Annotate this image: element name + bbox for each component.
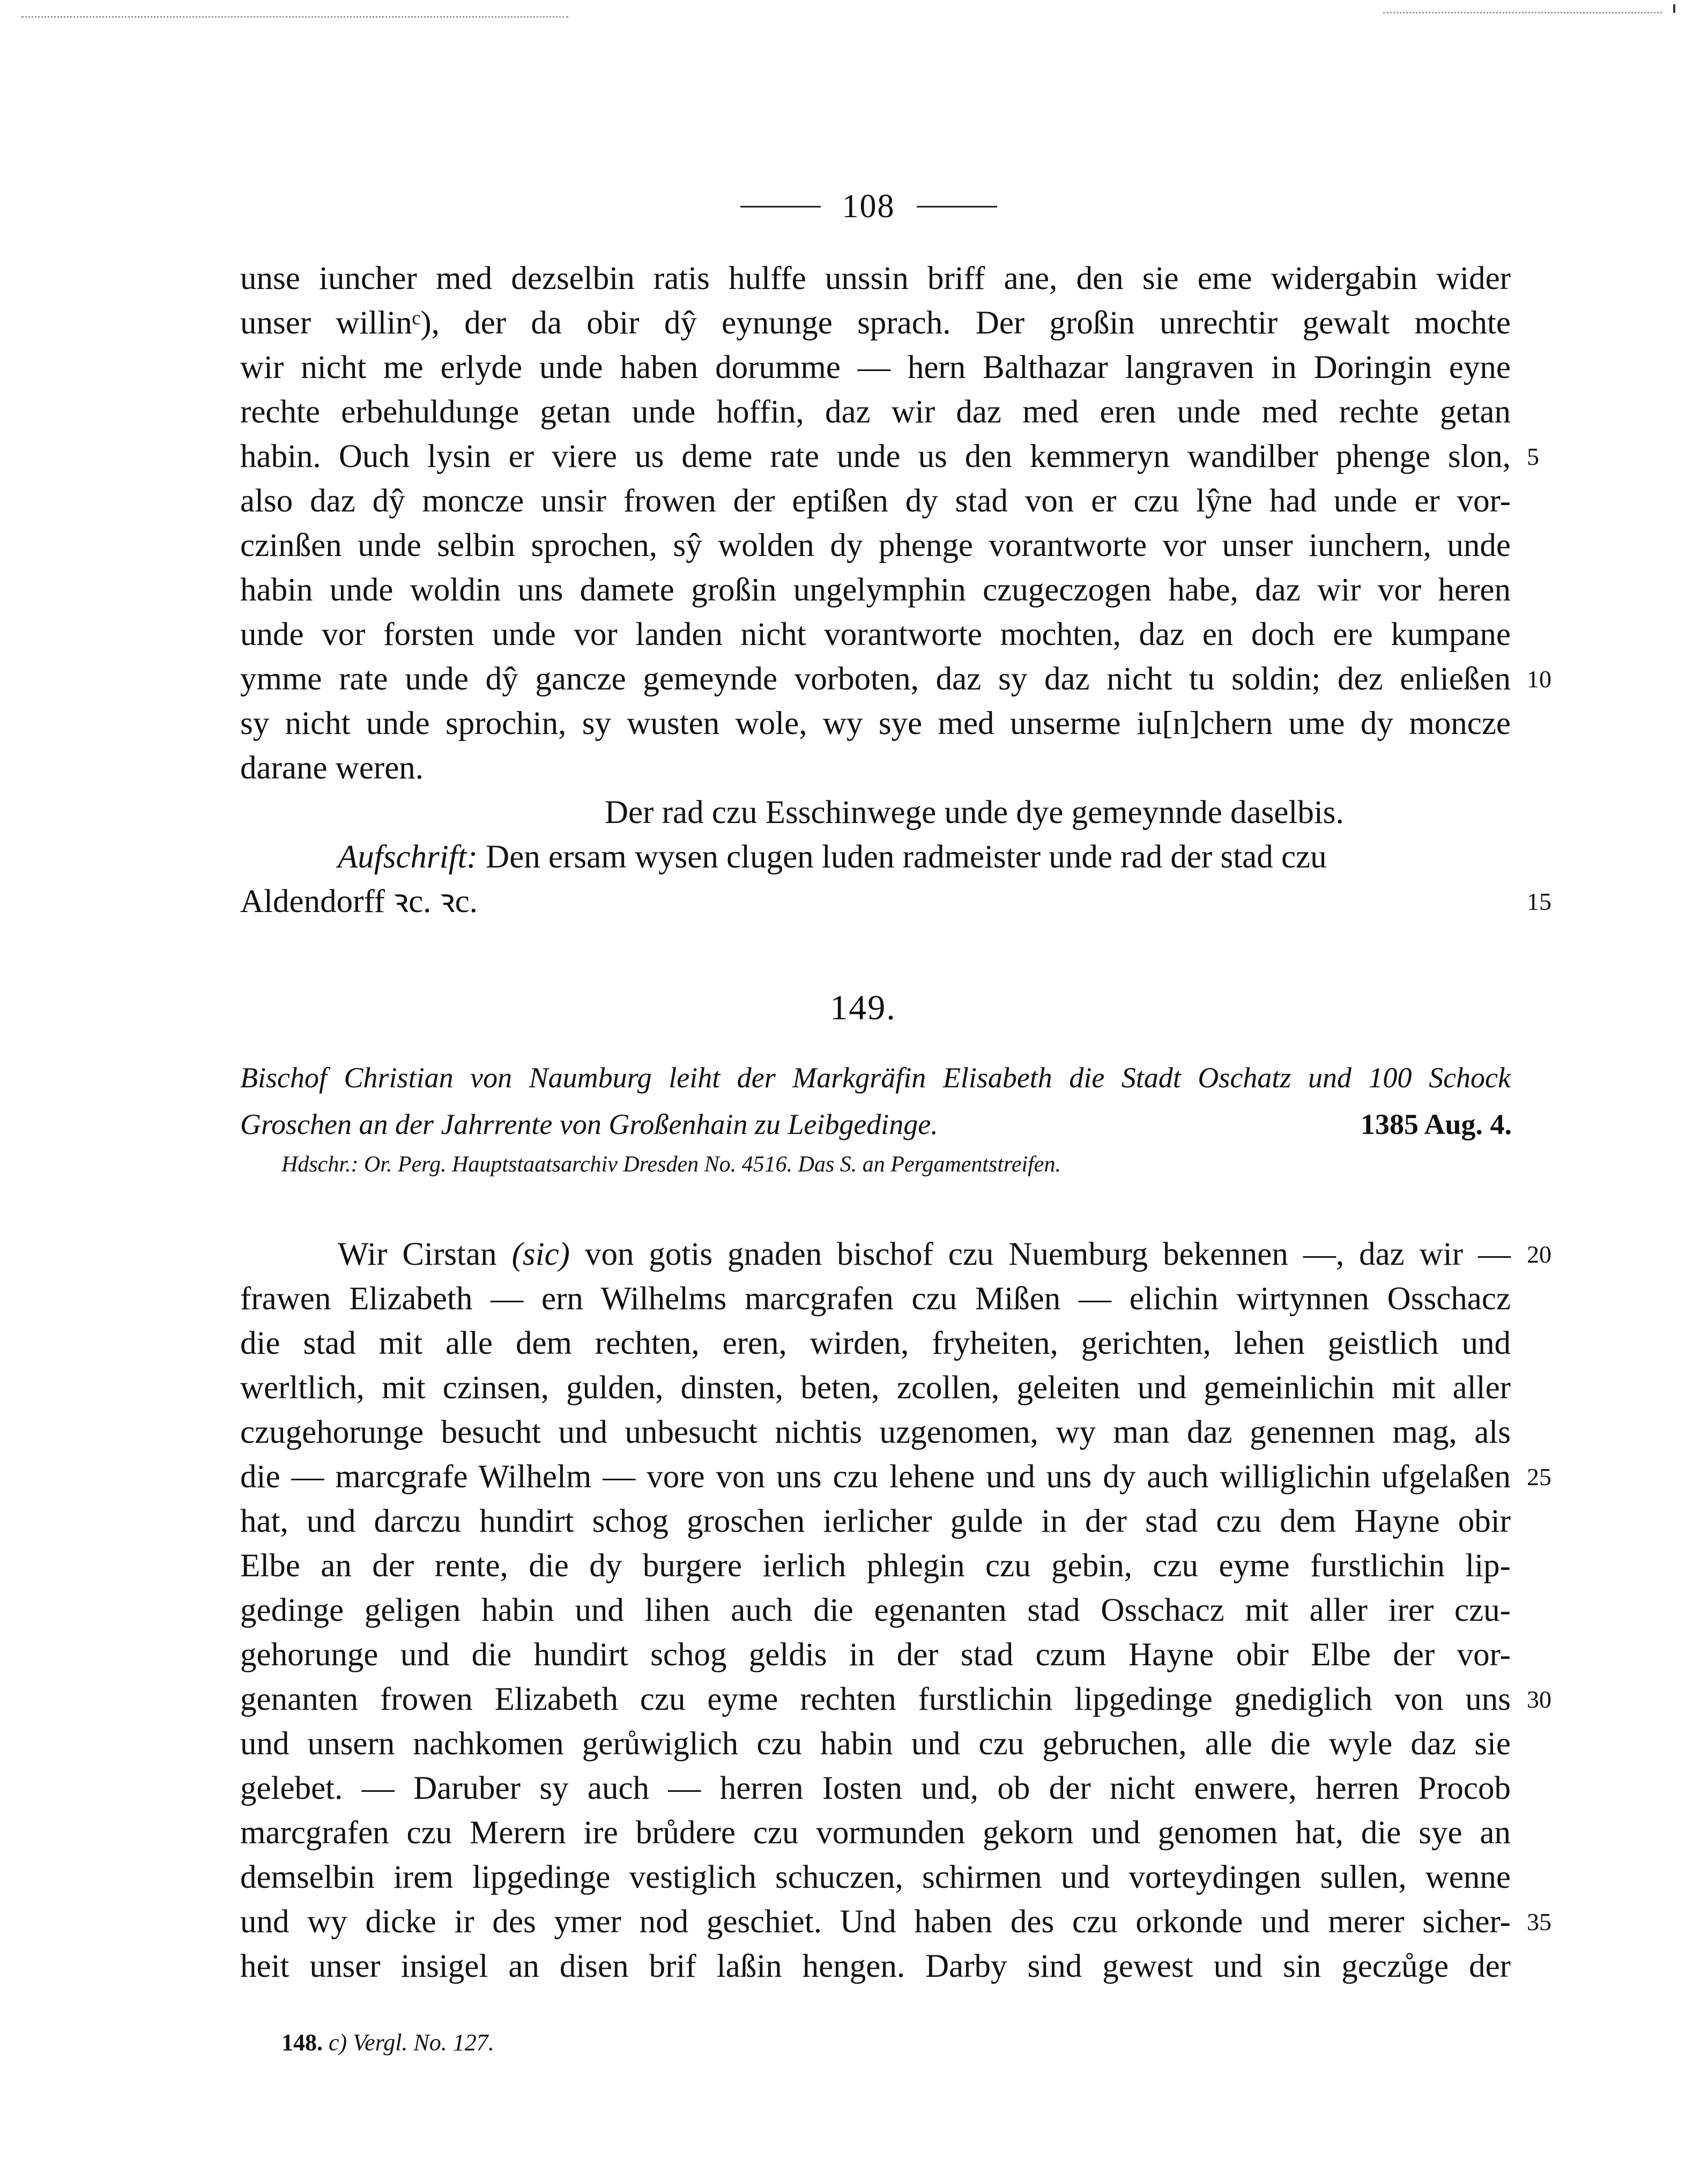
regest-line: Bischof Christian von Naumburg leiht der Markgräfin Elisabeth die Stadt Oschatz und 100 Schock: [240, 1062, 1511, 1094]
text-line: frawen Elizabeth — ern Wilhelms marcgrafen czu Mißen — elichin wirtynnen Osschacz: [240, 1281, 1511, 1317]
header-dash: [917, 206, 997, 207]
text-line: die stad mit alle dem rechten, eren, wirden, fryheiten, gerichten, lehen geistlich und: [240, 1325, 1511, 1361]
footnote: [281, 2027, 925, 2059]
text-line: heit unser insigel an disen brif laßin hengen. Darby sind gewest und sin geczůge der: [240, 1948, 1511, 1984]
footnote-ref: 148.: [281, 2029, 323, 2056]
page-number: 108: [842, 188, 895, 225]
source-note: Hdschr.: Or. Perg. Hauptstaatsarchiv Dresden No. 4516. Das S. an Pergamentstreifen.: [281, 1152, 1061, 1177]
line-number: 35: [1527, 1908, 1551, 1936]
scan-edge-mark: [1673, 4, 1675, 13]
text-fragment: Wir Cirstan: [338, 1236, 497, 1272]
sic-mark: (sic): [511, 1236, 570, 1272]
regest-line: Groschen an der Jahrrente von Großenhain zu Leibgedinge.: [240, 1108, 938, 1140]
header-dash: [740, 206, 821, 207]
footnote-text: c) Vergl. No. 127.: [329, 2029, 494, 2056]
address-line: [338, 836, 1511, 879]
text-line: unde vor forsten unde vor landen nicht vorantworte mochten, daz en doch ere kumpane: [240, 617, 1511, 652]
text-line: czinßen unde selbin sprochen, sŷ wolden dy phenge vorantworte vor unser iunchern, unde: [240, 528, 1511, 563]
text-line: wir nicht me erlyde unde haben dorumme — hern Balthazar langraven in Doringin eyne: [240, 350, 1511, 385]
text-line: gelebet. — Daruber sy auch — herren Iosten und, ob der nicht enwere, herren Procob: [240, 1770, 1511, 1806]
line-number: 10: [1527, 665, 1551, 693]
text-line: gehorunge und die hundirt schog geldis in der stad czum Hayne obir Elbe der vor-: [240, 1637, 1511, 1673]
text-line: czugehorunge besucht und unbesucht nichtis uzgenomen, wy man daz genennen mag, als: [240, 1414, 1511, 1450]
line-number: 5: [1527, 443, 1539, 470]
text-line: Elbe an der rente, die dy burgere ierlich phlegin czu gebin, czu eyme furstlichin lip-: [240, 1548, 1511, 1584]
address-text: Den ersam wysen clugen luden radmeister unde rad der stad czu: [486, 839, 1327, 875]
text-line: gedinge geligen habin und lihen auch die egenanten stad Osschacz mit aller irer czu-: [240, 1592, 1511, 1628]
address-line: Aldendorff ꝛc. ꝛc.: [240, 884, 478, 920]
text-line: unse iuncher med dezselbin ratis hulffe unssin briff ane, den sie eme widergabin wider: [240, 261, 1511, 296]
text-line: werltlich, mit czinsen, gulden, dinsten, beten, zcollen, geleiten und gemeinlichin mit aller: [240, 1370, 1511, 1406]
scan-edge-mark: [21, 16, 568, 18]
letter-closing: Der rad czu Esschinwege unde dye gemeynnde daselbis.: [605, 795, 1344, 831]
address-label: Aufschrift:: [338, 839, 478, 875]
text-line: und unsern nachkomen gerůwiglich czu habin und czu gebruchen, alle die wyle daz sie: [240, 1726, 1511, 1762]
line-number: 20: [1527, 1241, 1551, 1268]
text-line: rechte erbehuldunge getan unde hoffin, daz wir daz med eren unde med rechte getan: [240, 394, 1511, 430]
text-line: demselbin irem lipgedinge vestiglich schuczen, schirmen und vorteydingen sullen, wenne: [240, 1859, 1511, 1895]
text-line: [338, 1233, 1511, 1276]
text-line: die — marcgrafe Wilhelm — vore von uns czu lehene und uns dy auch williglichin ufgelaßen: [240, 1459, 1511, 1495]
text-line: habin unde woldin uns damete großin ungelymphin czugeczogen habe, daz wir vor heren: [240, 572, 1511, 608]
document-date: 1385 Aug. 4.: [1360, 1108, 1512, 1140]
scan-edge-mark: [1383, 12, 1662, 13]
text-line: hat, und darczu hundirt schog groschen ierlicher gulde in der stad czu dem Hayne obir: [240, 1503, 1511, 1539]
document-number: 149.: [830, 988, 896, 1027]
line-number: 15: [1527, 888, 1551, 915]
text-line: genanten frowen Elizabeth czu eyme rechten furstlichin lipgedinge gnediglich von uns: [240, 1681, 1511, 1717]
text-line: ymme rate unde dŷ gancze gemeynde vorboten, daz sy daz nicht tu soldin; dez enließen: [240, 661, 1511, 697]
text-line: und wy dicke ir des ymer nod geschiet. Und haben des czu orkonde und merer sicher-: [240, 1904, 1511, 1940]
page-header: [718, 182, 1019, 231]
text-line: habin. Ouch lysin er viere us deme rate unde us den kemmeryn wandilber phenge slon,: [240, 439, 1511, 474]
text-line: also daz dŷ moncze unsir frowen der eptißen dy stad von er czu lŷne had unde er vor-: [240, 483, 1511, 519]
text-line: unser willinᶜ), der da obir dŷ eynunge sprach. Der großin unrechtir gewalt mochte: [240, 305, 1511, 341]
text-line: marcgrafen czu Merern ire brůdere czu vormunden gekorn und genomen hat, die sye an: [240, 1815, 1511, 1851]
text-line: darane weren.: [240, 750, 424, 786]
line-number: 30: [1527, 1686, 1551, 1713]
text-line: sy nicht unde sprochin, sy wusten wole, wy sye med unserme iu[n]chern ume dy moncze: [240, 706, 1511, 742]
line-number: 25: [1527, 1463, 1551, 1491]
text-fragment: von gotis gnaden bischof czu Nuemburg bekennen —, daz wir —: [584, 1236, 1511, 1272]
